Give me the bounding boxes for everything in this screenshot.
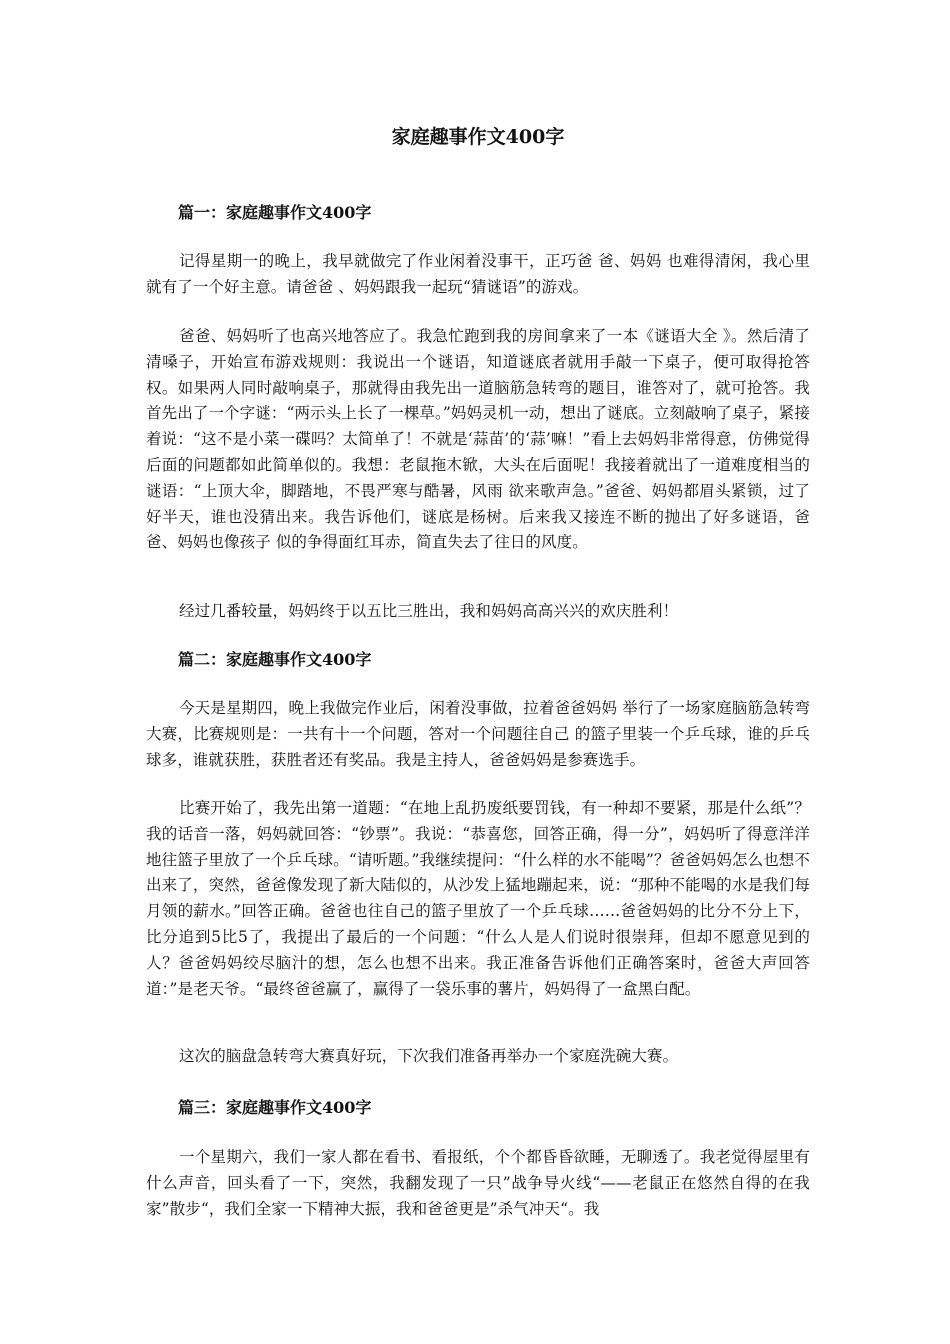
paragraph: 比赛开始了，我先出第一道题：“在地上乱扔废纸要罚钱，有一种却不要紧，那是什么纸”？我的话音一落，妈妈就回答：“钞票”。我说：“恭喜您，回答正确，得一分”，妈妈听了得意洋洋地往篮子里放了一个乒乓球。“请听题。”我继续提问：“什么样的水不能喝”？爸爸妈妈怎么也想不出来了，突然，爸爸像发现了新大陆似的，从沙发上猛地蹦起来，说：“那种不能喝的水是我们每月领的薪水。”回答正确。爸爸也往自己的篮子里放了一个乒乓球……爸爸妈妈的比分不分上下，比分追到5比5了，我提出了最后的一个问题：“什么人是人们说时很崇拜，但却不愿意见到的人？爸爸妈妈绞尽脑汁的想，怎么也想不出来。我正准备告诉他们正确答案时，爸爸大声回答道：”是老天爷。“最终爸爸赢了，赢得了一袋乐事的薯片，妈妈得了一盒黑白配。 <box>146 799 810 998</box>
paragraph: 一个星期六，我们一家人都在看书、看报纸，个个都昏昏欲睡，无聊透了。我老觉得屋里有什么声音，回头看了一下，突然，我翻发现了一只”战争导火线“——老鼠正在悠然自得的在我家”散步“，我们全家一下精神大振，我和爸爸更是”杀气冲天“。我 <box>146 1148 810 1218</box>
paragraph: 今天是星期四，晚上我做完作业后，闲着没事做，拉着爸爸妈妈 举行了一场家庭脑筋急转弯大赛，比赛规则是：一共有十一个问题，答对一个问题往自己 的篮子里装一个乒乓球，谁的乒乓球多，谁就获胜，获胜者还有奖品。我是主持人，爸爸妈妈是参赛选手。 <box>146 699 810 769</box>
section-heading: 篇三：家庭趣事作文400字 <box>178 1098 372 1117</box>
paragraph: 爸爸、妈妈听了也高兴地答应了。我急忙跑到我的房间拿来了一本《谜语大全 》。然后清了清嗓子，开始宣布游戏规则：我说出一个谜语，知道谜底者就用手敲一下桌子，便可取得抢答权。如果两人同时敲响桌子，那就得由我先出一道脑筋急转弯的题目，谁答对了，就可抢答。我首先出了一个字谜：“两示头上长了一棵草。”妈妈灵机一动，想出了谜底。立刻敲响了桌子，紧接着说：“这不是小菜一碟吗？太简单了！不就是‘蒜苗’的‘蒜’嘛！”看上去妈妈非常得意，仿佛觉得后面的问题都如此简单似的。我想：老鼠拖木锨，大头在后面呢！我接着就出了一道难度相当的谜语：“上顶大伞，脚踏地，不畏严寒与酷暑，风雨 欲来歌声急。”爸爸、妈妈都眉头紧锁，过了好半天，谁也没猜出来。我告诉他们，谜底是杨树。后来我又接连不断的抛出了好多谜语，爸爸、妈妈也像孩子 似的争得面红耳赤，简直失去了往日的风度。 <box>146 327 810 552</box>
paragraph: 经过几番较量，妈妈终于以五比三胜出，我和妈妈高高兴兴的欢庆胜利！ <box>179 602 679 620</box>
document-title: 家庭趣事作文400字 <box>391 126 565 148</box>
section-heading: 篇一：家庭趣事作文400字 <box>178 203 372 222</box>
paragraph: 这次的脑盘急转弯大赛真好玩，下次我们准备再举办一个家庭洗碗大赛。 <box>179 1047 679 1065</box>
section-heading: 篇二：家庭趣事作文400字 <box>178 650 372 669</box>
paragraph: 记得星期一的晚上，我早就做完了作业闲着没事干，正巧爸 爸、妈妈 也难得清闲，我心里就有了一个好主意。请爸爸 、妈妈跟我一起玩“猜谜语”的游戏。 <box>146 252 810 296</box>
